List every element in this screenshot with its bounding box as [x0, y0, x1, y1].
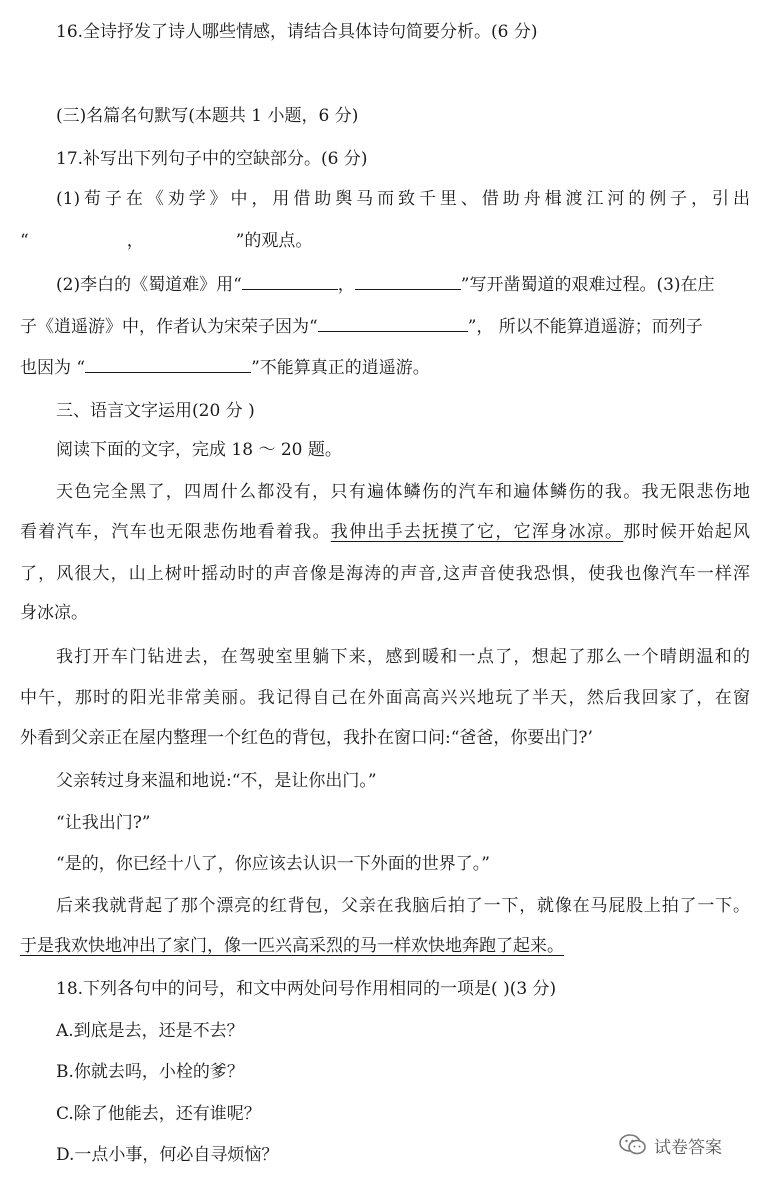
comma: ， [126, 231, 144, 251]
paragraph-1-line-1: 天色完全黑了，四周什么都没有，只有遍体鳞伤的汽车和遍体鳞伤的我。我无限悲伤地 [56, 482, 750, 502]
question-17-part-1-line-1: (1)荀子在《劝学》中，用借助舆马而致千里、借助舟楫渡江河的例子，引出 [56, 189, 750, 209]
close-quote-text: ”的观点。 [235, 231, 313, 251]
open-quote: “ [20, 231, 29, 251]
underlined-sentence-1: 我伸出手去抚摸了它，它浑身冰凉。 [330, 522, 624, 542]
option-c[interactable]: C.除了他能去，还有谁呢？ [56, 1104, 261, 1124]
watermark [618, 1130, 722, 1160]
question-16: 16.全诗抒发了诗人哪些情感，请结合具体诗句简要分析。(6 分) [56, 22, 538, 42]
option-d[interactable]: D.一点小事，何必自寻烦恼？ [56, 1145, 279, 1165]
paragraph-2-line-1: 我打开车门钻进去，在驾驶室里躺下来，感到暖和一点了，想起了那么一个晴朗温和的 [56, 647, 750, 667]
watermark-text: 试卷答案 [654, 1137, 722, 1158]
reading-instruction: 阅读下面的文字，完成 18 ～ 20 题。 [56, 440, 342, 460]
fill-blank[interactable] [242, 271, 338, 290]
option-a[interactable]: A.到底是去，还是不去？ [56, 1021, 244, 1041]
paragraph-6-line-2 [20, 934, 750, 958]
paragraph-1-line-4: 身冰凉。 [20, 603, 88, 623]
paragraph-5: “是的，你已经十八了，你应该去认识一下外面的世界了。” [56, 854, 490, 874]
paragraph-4: “让我出门?” [56, 813, 151, 833]
fill-blank[interactable] [355, 271, 461, 290]
fill-blank[interactable] [85, 354, 251, 373]
paragraph-3: 父亲转过身来温和地说:“不，是让你出门。” [56, 771, 377, 791]
wechat-icon [618, 1132, 648, 1158]
fill-blank[interactable] [318, 313, 468, 332]
part-3-heading: 三、语言文字运用(20 分 ) [56, 401, 255, 421]
section-3-heading: (三)名篇名句默写(本题共 1 小题，6 分) [56, 106, 359, 126]
option-b[interactable]: B.你就去吗，小栓的爹？ [56, 1062, 244, 1082]
paragraph-6-line-1: 后来我就背起了那个漂亮的红背包，父亲在我脑后拍了一下，就像在马屁股上拍了一下。 [56, 896, 750, 916]
question-17-part-1-line-2 [20, 229, 750, 253]
underlined-sentence-2: 于是我欢快地冲出了家门，像一匹兴高采烈的马一样欢快地奔跑了起来。 [20, 936, 564, 956]
question-17-part-3-line-2: 也因为 “ ”不能算真正的逍遥游。 [20, 354, 750, 378]
question-17-part-2-line: (2)李白的《蜀道难》用“ ， ”写开凿蜀道的艰难过程。(3)在庄 [56, 271, 750, 295]
paragraph-2-line-3: 外看到父亲正在屋内整理一个红色的背包，我扑在窗口问:“爸爸，你要出门?’ [20, 728, 593, 748]
question-18: 18.下列各句中的问号，和文中两处问号作用相同的一项是( )(3 分) [56, 979, 557, 999]
paragraph-1-line-2: 看着汽车，汽车也无限悲伤地看着我。我伸出手去抚摸了它，它浑身冰凉。那时候开始起风 [20, 522, 751, 542]
question-17-part-3-line-1: 子《逍遥游》中，作者认为宋荣子因为“ ”， 所以不能算逍遥游；而列子 [20, 313, 750, 337]
paragraph-1-line-3: 了，风很大，山上树叶摇动时的声音像是海涛的声音,这声音使我恐惧，使我也像汽车一样浑 [20, 564, 750, 584]
question-17: 17.补写出下列句子中的空缺部分。(6 分) [56, 149, 368, 169]
paragraph-2-line-2: 中午，那时的阳光非常美丽。我记得自己在外面高高兴兴地玩了半天，然后我回家了，在窗 [20, 688, 750, 708]
